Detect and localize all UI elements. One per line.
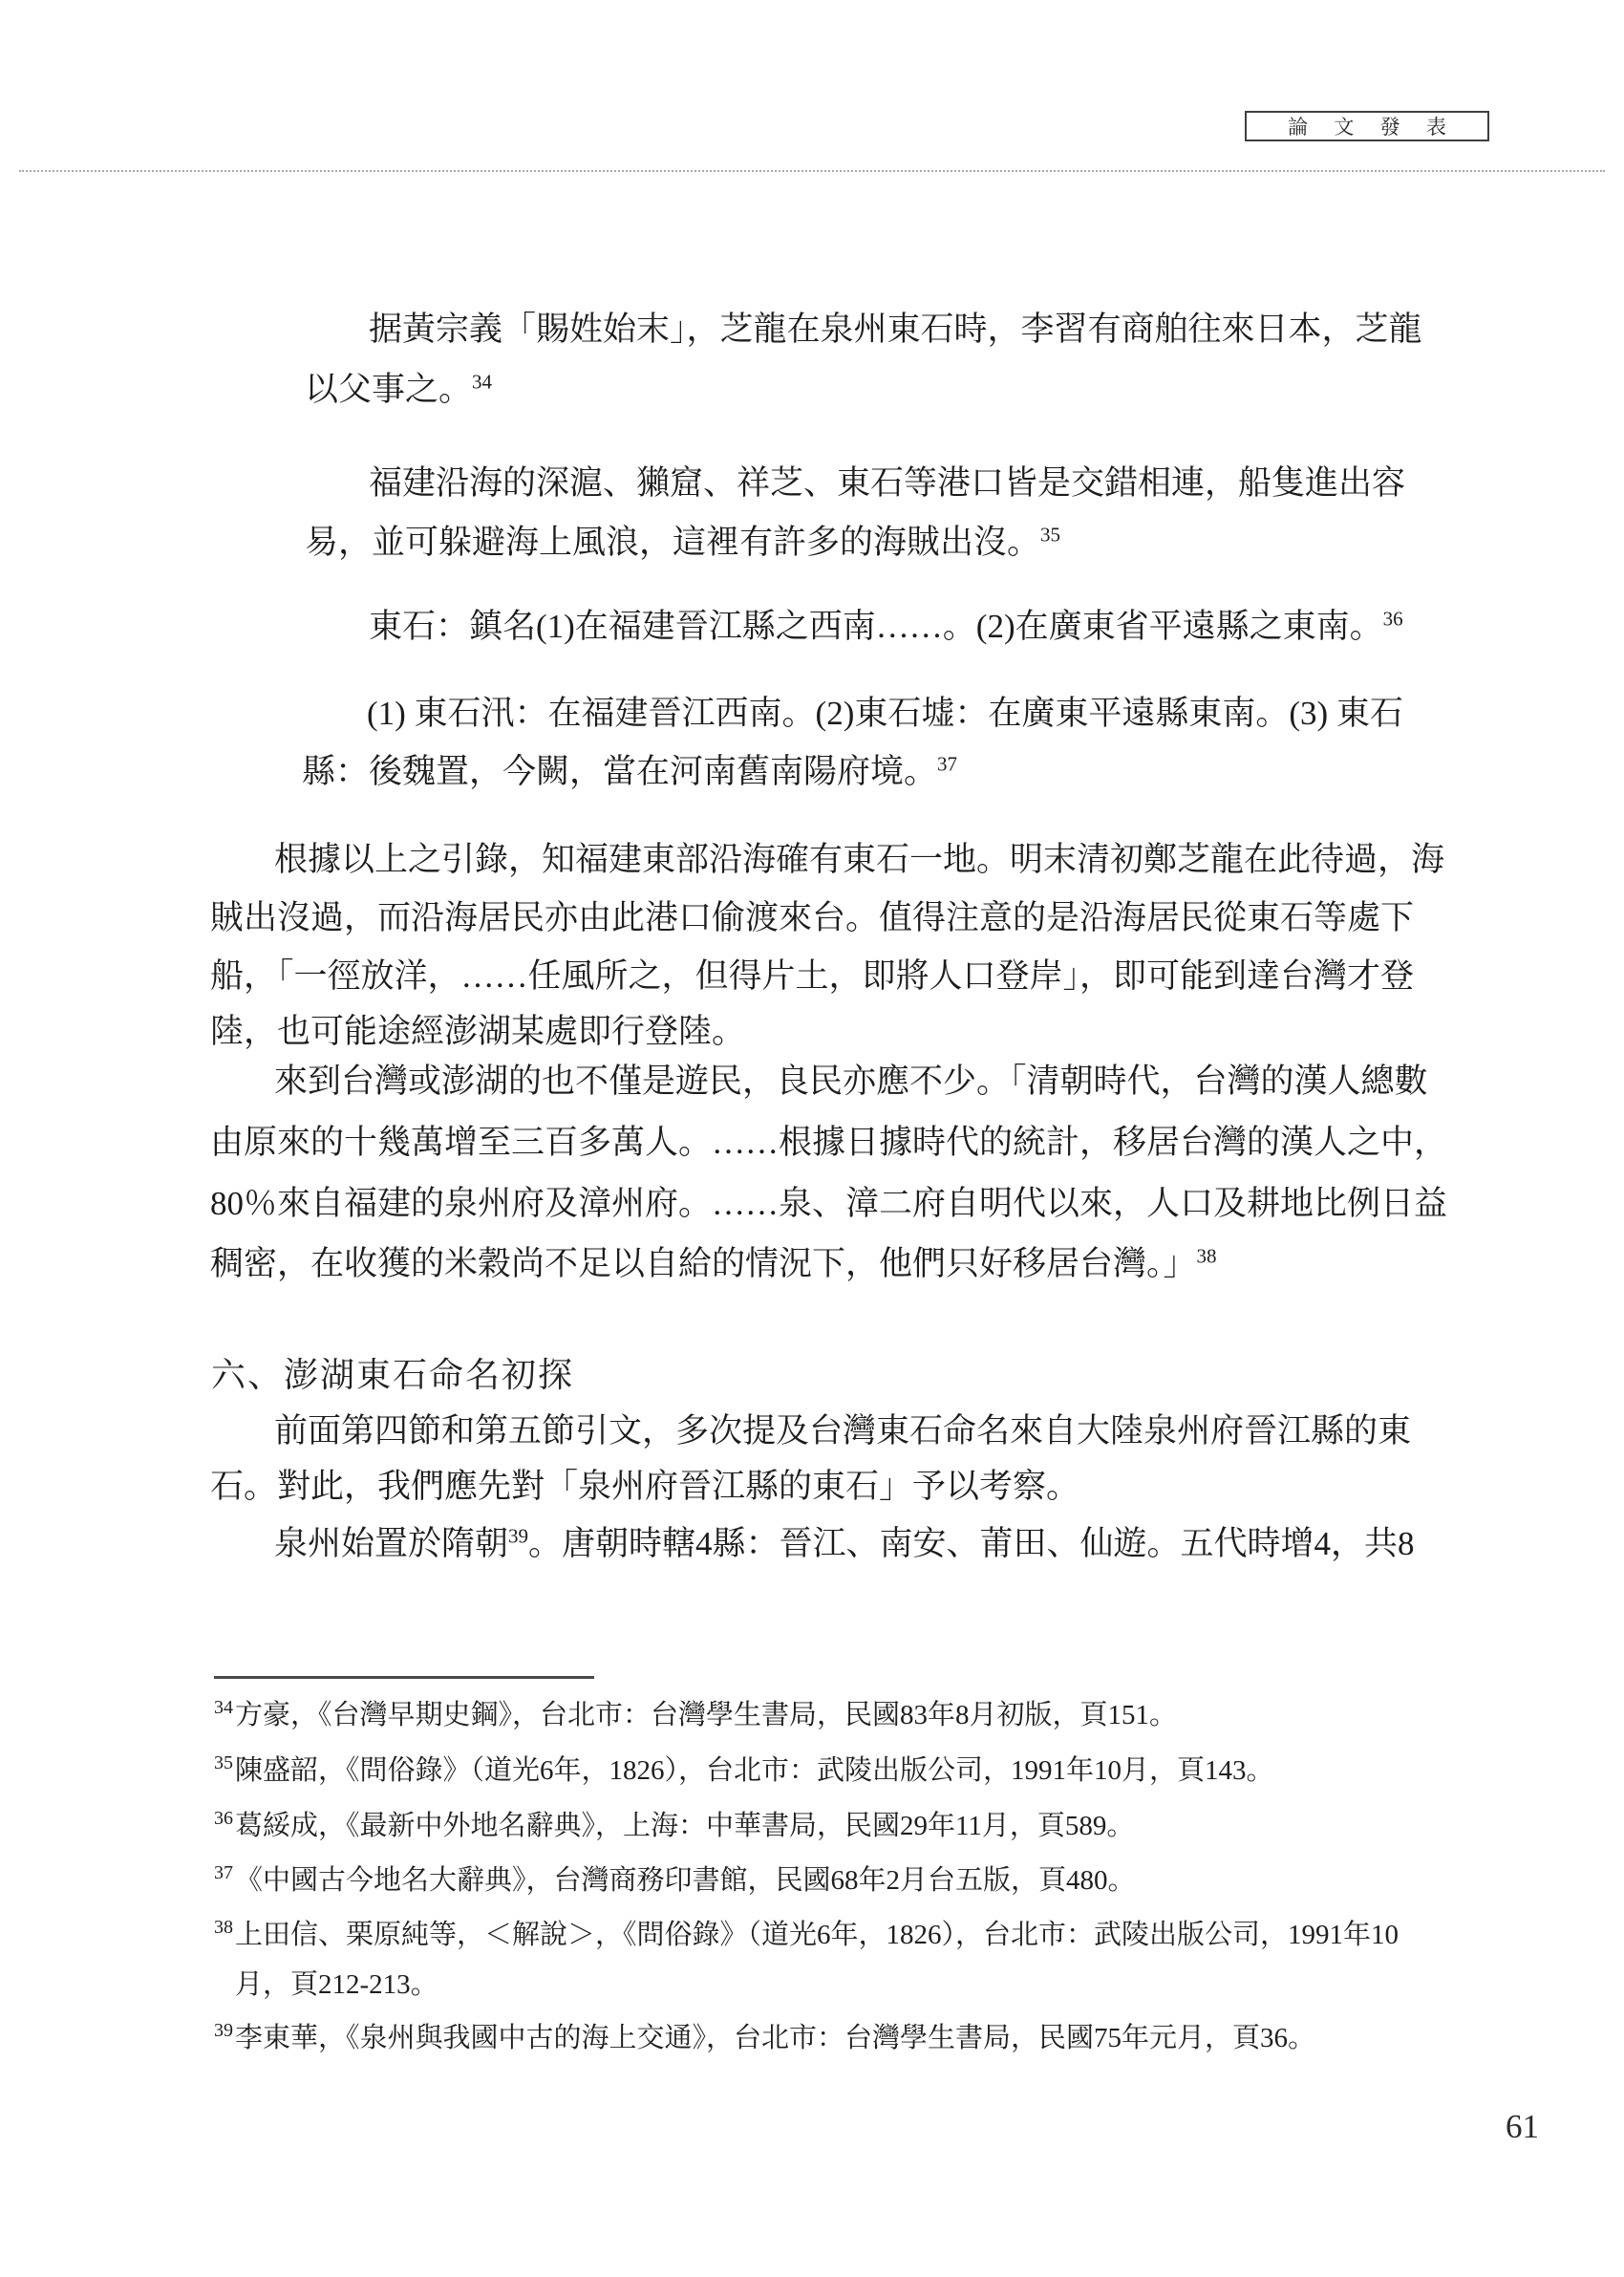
footnote-ref: 36 xyxy=(1382,607,1403,631)
paragraph-line: 石。對此，我們應先對「泉州府晉江縣的東石」予以考察。 xyxy=(210,1468,1080,1505)
footnote-text: 李東華，《泉州與我國中古的海上交通》，台北市：台灣學生書局，民國75年元月，頁36。 xyxy=(235,2023,1316,2053)
footnote-text: 月，頁212-213。 xyxy=(235,1969,438,2000)
footnote xyxy=(214,1919,1399,1952)
footnote-marker: 34 xyxy=(214,1697,233,1719)
footnote-marker: 38 xyxy=(214,1917,233,1939)
footnote-marker: 39 xyxy=(214,2020,233,2042)
footnote-separator xyxy=(214,1676,594,1679)
paragraph-line: 陸，也可能途經澎湖某處即行登陸。 xyxy=(210,1013,746,1050)
footnote xyxy=(214,1864,1136,1898)
quote-line: 以父事之。$^{34}$ xyxy=(305,370,493,408)
footnote-text: 方豪，《台灣早期史鋼》，台北市：台灣學生書局，民國83年8月初版，頁151。 xyxy=(235,1700,1178,1730)
quote-line: (1) 東石汛：在福建晉江西南。(2)東石墟：在廣東平遠縣東南。(3) 東石 xyxy=(367,695,1403,732)
quote-line: 縣：後魏置，今闕，當在河南舊南陽府境。$^{37}$ xyxy=(302,752,958,790)
footnote-text: 上田信、栗原純等，＜解說＞，《問俗錄》（道光6年，1826），台北市：武陵出版公司，1991年10 xyxy=(235,1920,1400,1950)
section-heading: 六、澎湖東石命名初探 xyxy=(211,1355,575,1394)
quote-line: 据黃宗義「賜姓始末」，芝龍在泉州東石時，李習有商舶往來日本，芝龍 xyxy=(369,311,1422,348)
footnote-text: 《中國古今地名大辭典》，台灣商務印書館，民國68年2月台五版，頁480。 xyxy=(235,1865,1136,1896)
page-number: 61 xyxy=(1506,2108,1539,2145)
footnote xyxy=(214,1810,1134,1843)
footnote xyxy=(214,2022,1315,2055)
running-header-box xyxy=(1245,111,1489,141)
footnote-ref: 37 xyxy=(937,752,958,776)
footnote xyxy=(214,1754,1274,1788)
footnote-marker: 36 xyxy=(214,1808,233,1830)
quote-line: 東石：鎮名(1)在福建晉江縣之西南……。(2)在廣東省平遠縣之東南。$^{36}$ xyxy=(369,607,1403,645)
quote-line: 易，並可躲避海上風浪，這裡有許多的海賊出沒。$^{35}$ xyxy=(305,523,1061,561)
footnote-ref: 35 xyxy=(1040,523,1061,547)
paragraph-line: 前面第四節和第五節引文，多次提及台灣東石命名來自大陸泉州府晉江縣的東 xyxy=(274,1412,1412,1450)
paragraph-line: 泉州始置於隋朝$^{39}$。唐朝時轄4縣：晉江、南安、莆田、仙遊。五代時增4，共8 xyxy=(274,1524,1415,1562)
footnote-marker: 37 xyxy=(214,1862,233,1884)
paragraph-line: 稠密，在收獲的米穀尚不足以自給的情況下，他們只好移居台灣。」$^{38}$ xyxy=(210,1244,1217,1282)
paragraph-line: 由原來的十幾萬增至三百多萬人。……根據日據時代的統計，移居台灣的漢人之中， xyxy=(210,1124,1448,1161)
footnote-marker: 35 xyxy=(214,1752,233,1774)
running-header-label: 論 文 發 表 xyxy=(1288,116,1457,139)
paragraph-line: 根據以上之引錄，知福建東部沿海確有東石一地。明末清初鄭芝龍在此待過，海 xyxy=(274,841,1445,878)
footnote-ref: 39 xyxy=(508,1524,529,1548)
footnote-continuation xyxy=(235,1968,438,2002)
paragraph-line: 船，「一徑放洋，……任風所之，但得片土，即將人口登岸」，即可能到達台灣才登 xyxy=(210,957,1415,995)
footnote xyxy=(214,1699,1177,1732)
paragraph-line: 來到台灣或澎湖的也不僅是遊民，良民亦應不少。「清朝時代，台灣的漢人總數 xyxy=(274,1063,1428,1100)
quote-line: 福建沿海的深滬、獺窟、祥芝、東石等港口皆是交錯相連，船隻進出容 xyxy=(369,464,1406,502)
footnote-ref: 34 xyxy=(472,370,493,394)
footnote-text: 陳盛韶，《問俗錄》（道光6年，1826），台北市：武陵出版公司，1991年10月，頁143。 xyxy=(235,1755,1274,1786)
dotted-divider xyxy=(19,170,1605,172)
footnote-text: 葛綏成，《最新中外地名辭典》，上海：中華書局，民國29年11月，頁589。 xyxy=(235,1811,1135,1841)
footnote-ref: 38 xyxy=(1196,1244,1217,1268)
paragraph-line: 80％來自福建的泉州府及漳州府。……泉、漳二府自明代以來，人口及耕地比例日益 xyxy=(210,1185,1448,1222)
paragraph-line: 賊出沒過，而沿海居民亦由此港口偷渡來台。值得注意的是沿海居民從東石等處下 xyxy=(210,899,1415,936)
